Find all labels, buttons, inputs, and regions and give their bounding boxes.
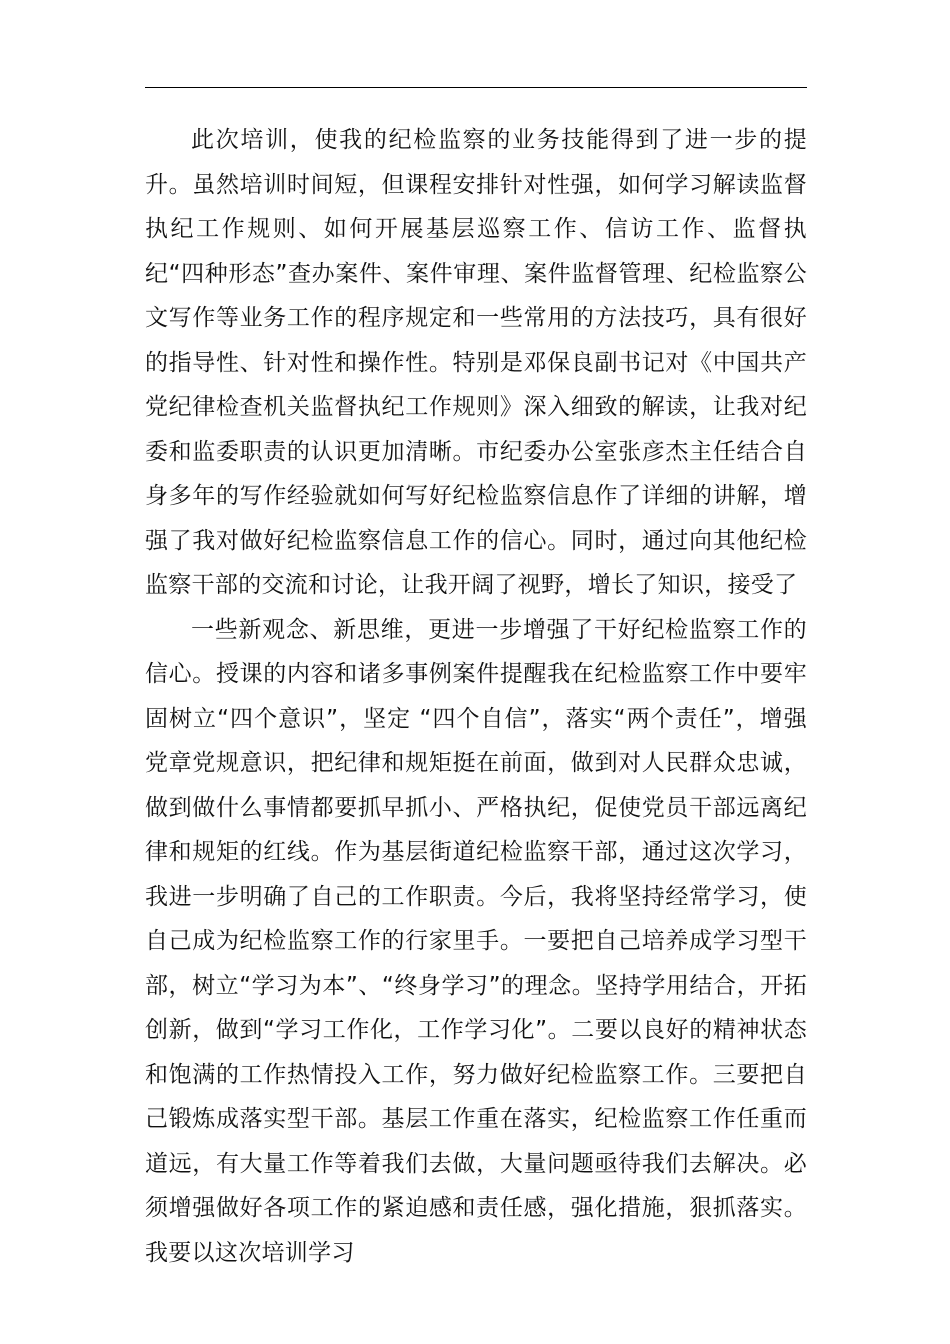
header-rule	[145, 87, 807, 88]
paragraph-1: 此次培训，使我的纪检监察的业务技能得到了进一步的提升。虽然培训时间短，但课程安排针对性强，如何学习解读监督执纪工作规则、如何开展基层巡察工作、信访工作、监督执纪“四种形态”查办案件、案件审理、案件监督管理、纪检监察公文写作等业务工作的程序规定和一些常用的方法技巧，具有很好的指导性、针对性和操作性。特别是邓保良副书记对《中国共产党纪律检查机关监督执纪工作规则》深入细致的解读，让我对纪委和监委职责的认识更加清晰。市纪委办公室张彦杰主任结合自身多年的写作经验就如何写好纪检监察信息作了详细的讲解，增强了我对做好纪检监察信息工作的信心。同时，通过向其他纪检监察干部的交流和讨论，让我开阔了视野，增长了知识，接受了	[145, 127, 807, 598]
document-body	[145, 118, 807, 1275]
paragraph-2: 一些新观念、新思维，更进一步增强了干好纪检监察工作的信心。授课的内容和诸多事例案件提醒我在纪检监察工作中要牢固树立“四个意识”，坚定 “四个自信”，落实“两个责任”，增强党章党规意识，把纪律和规矩挺在前面，做到对人民群众忠诚，做到做什么事情都要抓早抓小、严格执纪，促使党员干部远离纪律和规矩的红线。作为基层街道纪检监察干部，通过这次学习，我进一步明确了自己的工作职责。今后，我将坚持经常学习，使自己成为纪检监察工作的行家里手。一要把自己培养成学习型干部，树立“学习为本”、“终身学习”的理念。坚持学用结合，开拓创新，做到“学习工作化，工作学习化”。二要以良好的精神状态和饱满的工作热情投入工作，努力做好纪检监察工作。三要把自己锻炼成落实型干部。基层工作重在落实，纪检监察工作任重而道远，有大量工作等着我们去做，大量问题亟待我们去解决。必须增强做好各项工作的紧迫感和责任感，强化措施，狠抓落实。我要以这次培训学习	[145, 616, 807, 1266]
